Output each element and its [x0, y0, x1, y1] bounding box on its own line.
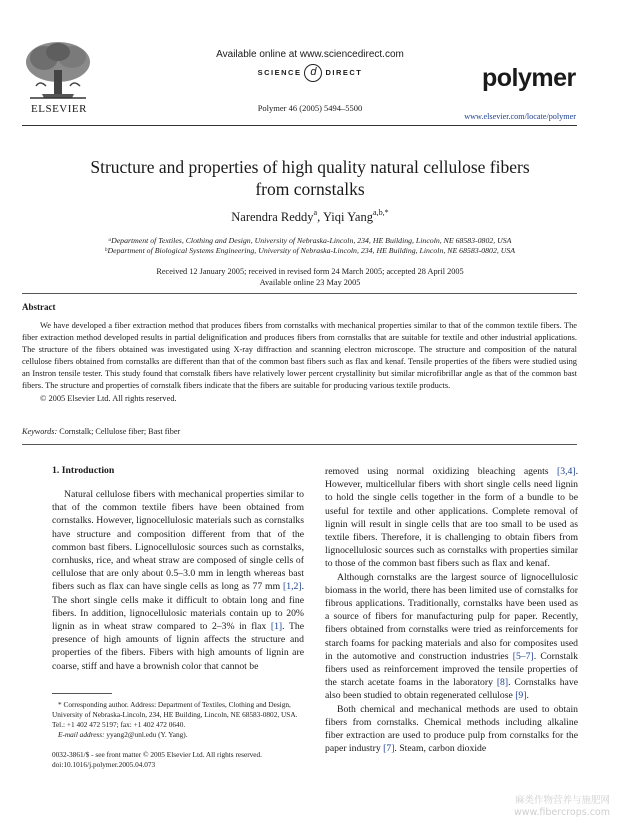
section-heading: 1. Introduction	[52, 465, 115, 476]
site-watermark: 麻类作物营养与施肥网 www.fibercrops.com	[513, 795, 610, 818]
affiliation-b: $^b$Department of Biological Systems Engineering, University of Nebraska-Lincoln, 234, HE Building, Lincoln, NE 68583-0802, USA	[104, 246, 516, 255]
issn-line: 0032-3861/$ - see front matter © 2005 Elsevier Ltd. All rights reserved.	[52, 750, 263, 759]
elsevier-tree-logo	[22, 40, 94, 102]
publisher-name: ELSEVIER	[31, 103, 87, 115]
abstract-copyright: © 2005 Elsevier Ltd. All rights reserved.	[40, 393, 177, 403]
keywords-label: Keywords:	[22, 427, 58, 436]
citation-link[interactable]: [5–7]	[512, 650, 534, 662]
citation-link[interactable]: [9]	[515, 690, 527, 702]
front-matter-info	[52, 750, 312, 770]
header-divider	[22, 125, 577, 126]
author-list	[40, 210, 580, 225]
sciencedirect-right: DIRECT	[325, 68, 363, 77]
author-name: Yiqi Yang	[322, 210, 373, 224]
corresponding-author-note: * Corresponding author. Address: Department of Textiles, Clothing and Design, University of Nebraska-Lincoln, 234, HE Building, Lincoln, NE 68583-0802, USA. Tel.: +1 402 472 5197; fax: +1 402 472 0640.	[52, 700, 298, 729]
author-affiliation-mark: a	[313, 208, 318, 218]
abstract-top-divider	[22, 293, 577, 294]
journal-citation: Polymer 46 (2005) 5494–5500	[257, 103, 363, 113]
affiliations	[40, 236, 580, 256]
right-column	[325, 465, 578, 755]
sciencedirect-at-icon: d	[304, 64, 322, 82]
citation-link[interactable]: [8]	[496, 677, 509, 689]
paragraph: removed using normal oxidizing bleaching agents [3,4]. However, multicellular fibers with short single cells need lignin to hold the single cells together in the form of a bundle to be useful for textile and other applications. Complete removal of lignin will result in single cells that are too small to be used as textile fibers. Therefore, it is challenging to obtain fibers from lignocellulosic sources such as cornstalks with properties similar to those of the common bast fibers such as flax and kenaf.	[325, 466, 578, 570]
footnote	[52, 700, 304, 740]
paragraph: Natural cellulose fibers with mechanical properties similar to that of the common textile fibers have been obtained from cornstalks. However, lignocellulosic materials such as cornstalks have structure and composition different from that of the common bast fibers. Lignocellulosic sources such as cornstalks, cornhusks, rice, and wheat straw are composed of single cells of cellulose that are only about 0.5–3.0 mm in length whereas bast fibers such as flax can have single cells as long as 77 mm [1,2]. The short single cells make it difficult to obtain long and fine fibers. In addition, lignocellulosic materials contain up to 20% lignin as in wheat straw compared to 2–3% in flax [1]. The presence of high amounts of lignin affects the structure and properties of the fibers. Fibers with high amounts of lignin are coarse, stiff and have a brownish color that cannot be	[52, 489, 305, 672]
online-date: Available online 23 May 2005	[259, 278, 361, 287]
article-history	[40, 266, 580, 288]
citation-link[interactable]: [1]	[270, 621, 283, 633]
sciencedirect-logo	[230, 63, 390, 83]
citation-link[interactable]: [7]	[383, 743, 395, 755]
footnote-divider	[52, 693, 112, 694]
journal-url-link[interactable]: www.elsevier.com/locate/polymer	[464, 112, 576, 121]
email-line: E-mail address: yyang2@unl.edu (Y. Yang).	[58, 730, 188, 739]
paragraph: Although cornstalks are the largest source of lignocellulosic biomass in the world, there has been limited use of cornstalks for fibrous applications. Traditionally, cornstalks have been used as a source of fibers for manufacturing pulp for paper. Recently, fibers obtained from cornstalks were tried as reinforcements for starch foams for packing materials and also for composites used in the automotive and construction industries [5–7]. Cornstalk fibers used as reinforcement improved the tensile properties of the starch acetate foams in the laboratory [8]. Cornstalks have also been studied to obtain regenerated cellulose [9].	[325, 571, 579, 702]
title-line-2: from cornstalks	[255, 179, 365, 199]
journal-logo: polymer	[482, 64, 576, 92]
citation-link[interactable]: [3,4]	[557, 466, 576, 477]
keywords	[22, 427, 180, 436]
author-separator: ,	[317, 210, 323, 224]
author-name: Narendra Reddy	[231, 210, 314, 224]
received-dates: Received 12 January 2005; received in revised form 24 March 2005; accepted 28 April 2005	[156, 267, 464, 276]
citation-link[interactable]: [1,2]	[283, 581, 302, 593]
affiliation-a: $^a$Department of Textiles, Clothing and Design, University of Nebraska-Lincoln, 234, HE Building, Lincoln, NE 68583-0802, USA	[108, 236, 512, 245]
abstract-heading: Abstract	[22, 302, 56, 312]
author-affiliation-mark[interactable]: a,b,*	[372, 208, 389, 218]
paragraph: Both chemical and mechanical methods are used to obtain fibers from cornstalks. Chemical methods including alkaline fiber extraction are used to produce pulp from cornstalks for the paper industry [7]. Steam, carbon dioxide	[325, 703, 578, 755]
keywords-divider	[22, 444, 577, 445]
article-title	[40, 156, 580, 200]
sciencedirect-left: SCIENCE	[257, 68, 302, 77]
abstract-body	[22, 320, 577, 405]
available-online-text: Available online at www.sciencedirect.com	[216, 49, 404, 60]
doi-line[interactable]: doi:10.1016/j.polymer.2005.04.073	[52, 760, 156, 769]
title-line-1: Structure and properties of high quality natural cellulose fibers	[90, 157, 530, 177]
left-column	[52, 488, 304, 673]
keywords-list: Cornstalk; Cellulose fiber; Bast fiber	[57, 427, 181, 436]
abstract-text: We have developed a fiber extraction method that produces fibers from cornstalks with mechanical properties similar to that of the common textile fibers. The fiber extraction method developed results in partial delignification and produces fibers from cornstalks that are suitable for textile and other industrial applications. The structure of the fibers obtained was investigated using X-ray diffraction and scanning electron microscope. The structure and composition of the natural cellulose fibers obtained from cornstalks are different than that of the common bast fibers such as flax and kenaf. Tensile properties of the fibers were studied using an Instron tensile tester. This study found that cornstalk fibers have relatively lower percent crystallinity but similar microfibrillar angle as that of the common bast fibers. The structure and properties of cornstalk fibers indicate that the fibers are suitable for producing various textile products.	[22, 321, 577, 391]
email-address[interactable]: yyang2@unl.edu (Y. Yang).	[104, 730, 188, 739]
